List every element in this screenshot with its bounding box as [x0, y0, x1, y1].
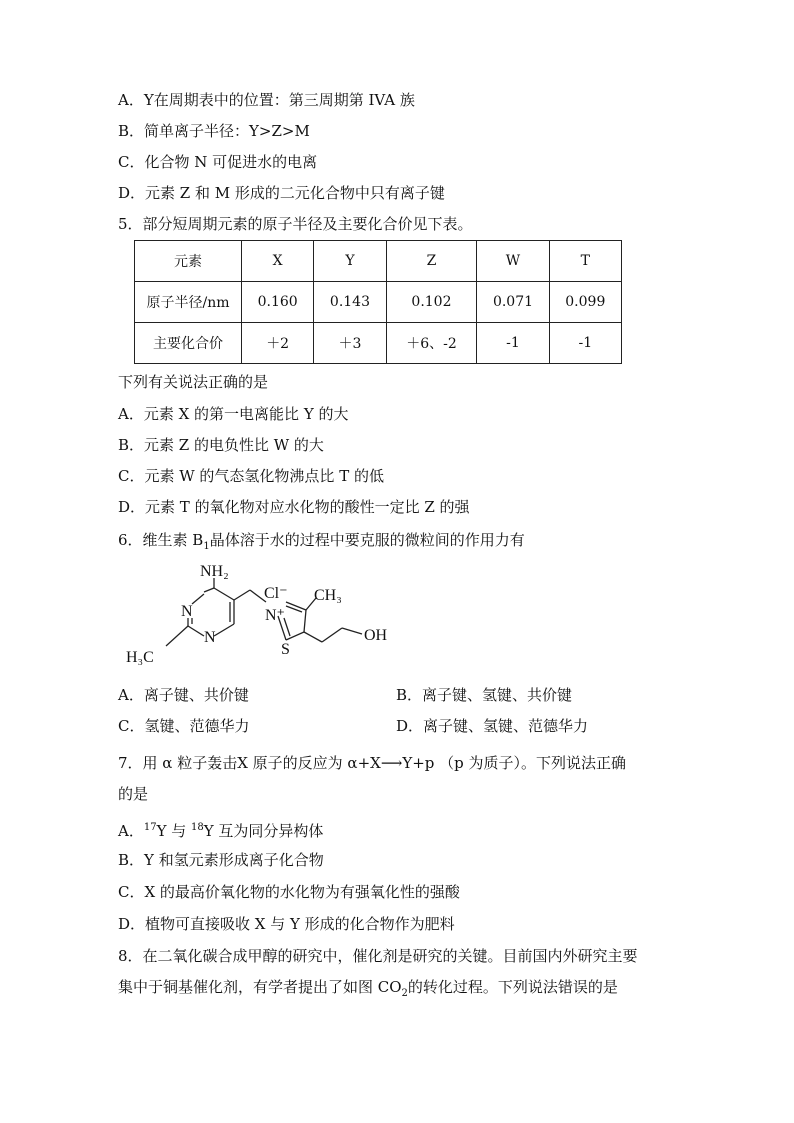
ch3-label: CH₃ [314, 587, 342, 604]
table-cell: 0.099 [549, 282, 621, 323]
oh-label: OH [364, 627, 388, 644]
table-cell: 元素 [135, 241, 242, 282]
table-cell: T [549, 241, 621, 282]
q8-line2-post: 的转化过程。下列说法错误的是 [407, 978, 618, 996]
n-plus-label: N⁺ [265, 607, 285, 624]
q7-option-c: C．X 的最高价氧化物的水化物为有强氧化性的强酸 [118, 883, 460, 901]
q4-option-b: B．简单离子半径：Y>Z>M [118, 122, 310, 140]
table-cell: ＋2 [242, 323, 314, 364]
q7-option-d: D．植物可直接吸收 X 与 Y 形成的化合物作为肥料 [118, 915, 455, 933]
q7-a-pre: A． [118, 822, 144, 840]
q6-stem-pre: 6．维生素 B [118, 531, 204, 549]
q5-option-b: B．元素 Z 的电负性比 W 的大 [118, 436, 324, 454]
q5-option-c: C．元素 W 的气态氢化物沸点比 T 的低 [118, 467, 384, 485]
table-row [135, 323, 622, 364]
table-cell: 0.071 [477, 282, 549, 323]
q7-a-mid: Y 与 [156, 822, 192, 840]
table-cell: ＋3 [314, 323, 386, 364]
table-row [135, 241, 622, 282]
table-row [135, 282, 622, 323]
table-cell: -1 [549, 323, 621, 364]
q4-option-d: D．元素 Z 和 M 形成的二元化合物中只有离子键 [118, 184, 445, 202]
q6-option-d: D．离子键、氢键、范德华力 [396, 717, 589, 735]
q7-a-post: Y 互为同分异构体 [203, 822, 324, 840]
q7-stem-c: X⟶ [370, 754, 403, 772]
q7-stem [118, 753, 626, 773]
table-cell: 0.160 [242, 282, 314, 323]
q7-a-sup1: 17 [143, 822, 157, 833]
h3c-label: H₃C [126, 649, 154, 666]
table-cell: 主要化合价 [135, 323, 242, 364]
q8-line2 [118, 977, 618, 1004]
nh2-label: NH₂ [200, 563, 229, 580]
q5-option-a: A．元素 X 的第一电离能比 Y 的大 [118, 405, 349, 423]
q7-stem-a: 7．用 α 粒子轰击 [118, 754, 238, 772]
q6-option-a: A．离子键、共价键 [118, 686, 249, 704]
q6-option-b: B．离子键、氢键、共价键 [396, 686, 573, 704]
q7-stem-d: Y+p （p 为质子）。下列说法正确 [402, 754, 627, 772]
q7-stem-line2: 的是 [118, 785, 149, 803]
table-cell: Z [386, 241, 477, 282]
q7-stem-b: X 原子的反应为 α+ [237, 754, 371, 772]
table-cell: 0.102 [386, 282, 477, 323]
table-cell: W [477, 241, 549, 282]
q8-line1: 8．在二氧化碳合成甲醇的研究中，催化剂是研究的关键。目前国内外研究主要 [118, 947, 638, 965]
vitamin-b1-structure [118, 560, 418, 670]
q6-stem-sub: 1 [203, 541, 210, 552]
table-cell: ＋6、-2 [386, 323, 477, 364]
q7-option-a [118, 818, 323, 841]
q8-line2-sub: 2 [401, 988, 408, 999]
element-table [134, 240, 622, 364]
q4-option-a: A．Y在周期表中的位置：第三周期第 IVA 族 [118, 91, 415, 109]
table-cell: X [242, 241, 314, 282]
q6-stem [118, 530, 525, 557]
table-cell: Y [314, 241, 386, 282]
q4-option-c: C．化合物 N 可促进水的电离 [118, 153, 318, 171]
q5-stem: 5．部分短周期元素的原子半径及主要化合价见下表。 [118, 215, 473, 233]
table-cell: 0.143 [314, 282, 386, 323]
chloride-label: Cl⁻ [264, 585, 288, 602]
q8-line2-pre: 集中于铜基催化剂，有学者提出了如图 CO [118, 978, 402, 996]
q5-option-d: D．元素 T 的氧化物对应水化物的酸性一定比 Z 的强 [118, 498, 470, 516]
sulfur-label: S [281, 641, 290, 658]
table-cell: -1 [477, 323, 549, 364]
pyrimidine-n2: N [204, 629, 216, 646]
pyrimidine-n1: N [181, 603, 193, 620]
q5-prompt: 下列有关说法正确的是 [118, 373, 269, 391]
q6-stem-post: 晶体溶于水的过程中要克服的微粒间的作用力有 [209, 531, 525, 549]
q7-a-sup2: 18 [191, 822, 204, 833]
q6-option-c: C．氢键、范德华力 [118, 717, 250, 735]
table-cell: 原子半径/nm [135, 282, 242, 323]
q7-option-b: B．Y 和氢元素形成离子化合物 [118, 851, 324, 869]
